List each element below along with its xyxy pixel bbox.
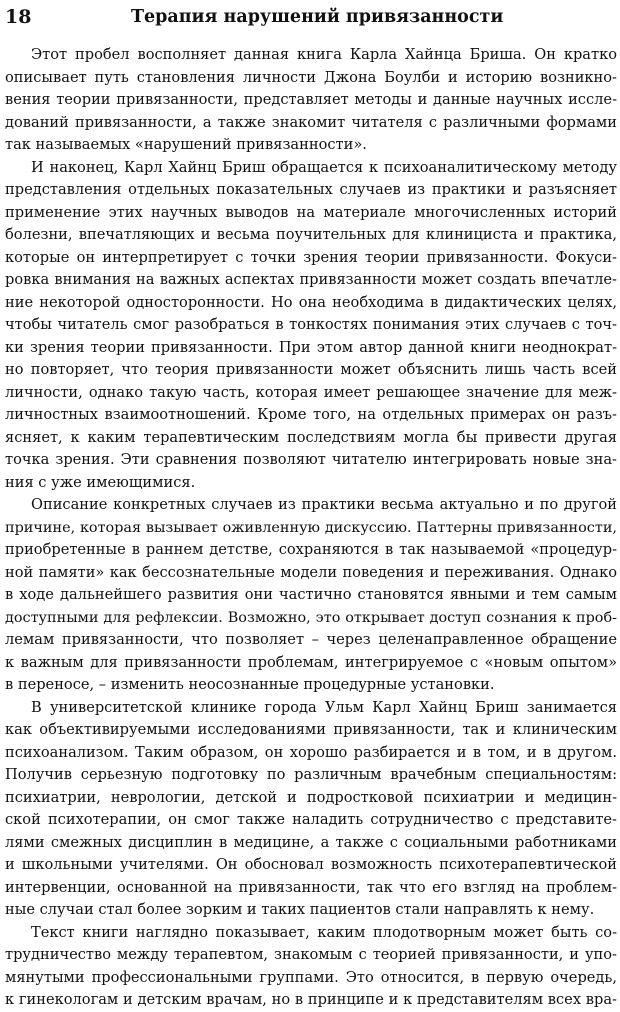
text-line: к гинекологам и детским врачам, но в принципе и к представителям всех вра- (5, 991, 617, 1008)
text-line: ясняет, к каким терапевтическим последствиям могла бы привести другая (5, 428, 617, 446)
text-line: причине, которая вызывает оживленную дискуссию. Паттерны привязанности, (5, 519, 617, 536)
text-line: Описание конкретных случаев из практики весьма актуально и по другой (31, 496, 617, 513)
text-line: приобретенные в раннем детстве, сохраняются в так называемой «процедур- (5, 541, 617, 558)
text-line: чтобы читатель смог разобраться в тонкостях понимания этих случаев с точ- (5, 316, 617, 333)
text-line: ной памяти» как бессознательные модели поведения и переживания. Однако (5, 563, 617, 581)
text-line: трудничество между терапевтом, знакомым с теорией привязанности, и упо- (5, 946, 617, 963)
text-line: в ходе дальнейшего развития они частично становятся явными и тем самым (5, 586, 617, 603)
text-line: интервенции, основанной на привязанности, так что его взгляд на проблем- (5, 878, 617, 896)
text-line: Этот пробел восполняет данная книга Карла Хайнца Бриша. Он кратко (31, 46, 617, 63)
text-line: психиатрии, неврологии, детской и подростковой психиатрии и медицин- (5, 788, 617, 806)
running-title: Терапия нарушений привязанности (131, 7, 504, 27)
body-text (5, 44, 617, 1012)
text-line: Получив серьезную подготовку по различным врачебным специальностям: (5, 766, 617, 783)
text-line: и школьными учителями. Он обосновал возможность психотерапевтической (5, 856, 617, 873)
text-line: которые он интерпретирует с точки зрения теории привязанности. Фокуси- (5, 248, 617, 266)
page-number: 18 (5, 6, 32, 28)
page-header (5, 2, 617, 32)
text-line: так называемых «нарушений привязанности». (5, 136, 367, 153)
text-line: как объективируемыми исследованиями привязанности, так и клиническим (5, 721, 617, 738)
text-line: мянутыми профессиональными группами. Это относится, в первую очередь, (5, 968, 617, 986)
text-line: но повторяет, что теория привязанности может объяснить лишь часть всей (5, 361, 617, 378)
text-line: вения теории привязанности, представляет методы и данные научных иссле- (5, 91, 617, 108)
text-line: описывает путь становления личности Джона Боулби и историю возникно- (5, 68, 617, 86)
text-line: доступными для рефлексии. Возможно, это открывает доступ сознания к проб- (5, 609, 617, 626)
text-line: точка зрения. Эти сравнения позволяют читателю интегрировать новые зна- (5, 451, 617, 468)
text-line: И наконец, Карл Хайнц Бриш обращается к психоаналитическому методу (31, 158, 617, 176)
text-line: ской психотерапии, он смог также наладить сотрудничество с представите- (5, 811, 617, 828)
text-line: лемам привязанности, что позволяет – через целенаправленное обращение (5, 631, 617, 648)
text-line: представления отдельных показательных случаев из практики и разъясняет (5, 181, 617, 198)
text-line: ние некоторой односторонности. Но она необходима в дидактических целях, (5, 293, 617, 311)
text-line: в переносе, – изменить неосознанные процедурные установки. (5, 676, 495, 693)
text-line: к важным для привязанности проблемам, интегрируемое с «новым опытом» (5, 653, 617, 671)
text-line: ные случаи стал более зорким и таких пациентов стали направлять к нему. (5, 901, 595, 918)
text-line: болезни, впечатляющих и весьма поучительных для клинициста и практика, (5, 226, 617, 243)
text-line: Текст книги наглядно показывает, каким плодотворным может быть со- (31, 923, 617, 941)
text-line: личностных взаимоотношений. Кроме того, на отдельных примерах он разъ- (5, 406, 617, 423)
text-line: психоанализом. Таким образом, он хорошо разбирается и в том, и в другом. (5, 743, 617, 761)
text-line: личности, однако такую часть, которая имеет решающее значение для меж- (5, 383, 617, 401)
text-line: ки зрения теории привязанности. При этом автор данной книги неоднократ- (5, 338, 617, 356)
text-line: дований привязанности, а также знакомит читателя с различными формами (5, 113, 617, 131)
text-line: В университетской клинике города Ульм Карл Хайнц Бриш занимается (31, 698, 617, 716)
text-line: лями смежных дисциплин в медицине, а также с социальными работниками (5, 833, 617, 851)
text-line: ровка внимания на важных аспектах привязанности может создать впечатле- (5, 271, 617, 288)
text-line: ния с уже имеющимися. (5, 473, 196, 491)
text-line: применение этих научных выводов на материале многочисленных историй (5, 203, 617, 221)
